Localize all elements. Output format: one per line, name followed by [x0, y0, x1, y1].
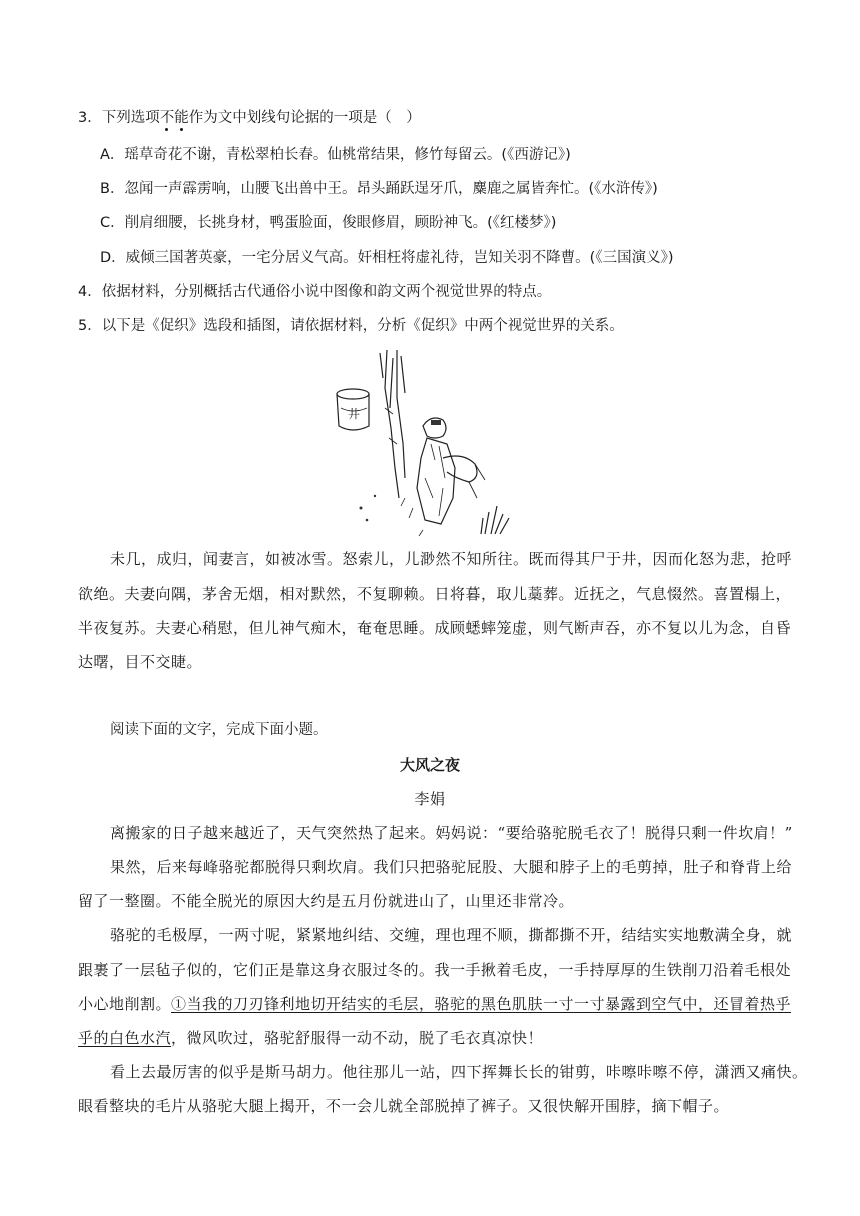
classical-passage-line: 欲绝。夫妻向隅，茅舍无烟，相对默然，不复聊赖。日将暮，取儿藁葬。近抚之，气息惙然。喜置榻上， [78, 585, 792, 603]
question-4: 4．依据材料，分别概括古代通俗小说中图像和韵文两个视觉世界的特点。 [78, 284, 552, 300]
article-paragraph-line [78, 1028, 543, 1048]
article-paragraph-line: 留了一整圈。不能全脱光的原因大约是五月份就进山了，山里还非常冷。 [78, 892, 575, 910]
option-b: B．忽闻一声霹雳响，山腰飞出兽中王。昂头踊跃逞牙爪，麋鹿之属皆奔忙。(《水浒传》) [100, 181, 658, 197]
classical-passage-line: 未几，成归，闻妻言，如被冰雪。怒索儿，儿渺然不知所往。既而得其尸于井，因而化怒为悲，抢呼 [110, 550, 793, 568]
question-number: 3． [78, 110, 102, 126]
plain-text: 小心地削割。 [78, 995, 172, 1013]
option-c: C．削肩细腰，长挑身材，鸭蛋脸面，俊眼修眉，顾盼神飞。(《红楼梦》) [100, 215, 557, 231]
article-paragraph: 离搬家的日子越来越近了，天气突然热了起来。妈妈说：“要给骆驼脱毛衣了！脱得只剩一件坎肩！” [110, 824, 793, 842]
question-text: 下列选项 [101, 110, 160, 126]
classical-passage-line: 半夜复苏。夫妻心稍慰，但儿神气痴木，奄奄思睡。成顾蟋蟀笼虚，则气断声吞，亦不复以儿为念，自昏 [78, 619, 792, 637]
reading-instruction: 阅读下面的文字，完成下面小题。 [110, 722, 328, 738]
article-paragraph-line: 眼看整块的毛片从骆驼大腿上揭开，不一会儿就全部脱掉了裤子。又很快解开围脖，摘下帽子。 [78, 1097, 730, 1115]
plain-text: ，微风吹过，骆驼舒服得一动不动，脱了毛衣真凉快！ [171, 1029, 544, 1047]
question-3 [78, 108, 421, 128]
option-a: A．瑶草奇花不谢，青松翠柏长春。仙桃常结果，修竹每留云。(《西游记》) [100, 147, 571, 163]
underlined-sentence: 乎的白色水汽 [78, 1029, 172, 1047]
article-paragraph-line [78, 994, 791, 1014]
question-text: 作为文中划线句论据的一项是（ ） [188, 110, 421, 126]
article-title: 大风之夜 [399, 756, 460, 774]
article-paragraph-line: 跟裹了一层毡子似的，它们正是靠这身衣服过冬的。我一手揪着毛皮，一手持厚厚的生铁削刀沿着毛根处 [78, 961, 792, 979]
underlined-sentence: ①当我的刀刃锋利地切开结实的毛层，骆驼的黑色肌肤一寸一寸暴露到空气中，还冒着热乎 [171, 995, 792, 1013]
article-paragraph: 看上去最厉害的似乎是斯马胡力。他往那儿一站，四下挥舞长长的钳剪，咔嚓咔嚓不停，潇洒又痛快。 [110, 1063, 808, 1081]
classical-passage-line: 达曙，目不交睫。 [78, 653, 203, 671]
emphasis-dot-char: 能 [174, 110, 189, 126]
article-paragraph: 果然，后来每峰骆驼都脱得只剩坎肩。我们只把骆驼屁股、大腿和脖子上的毛剪掉，肚子和脊背上给 [110, 858, 793, 876]
question-5: 5．以下是《促织》选段和插图，请依据材料，分析《促织》中两个视觉世界的关系。 [78, 318, 624, 334]
option-d: D．威倾三国著英豪，一宅分居义气高。奸相枉将虚礼待，岂知关羽不降曹。(《三国演义》) [100, 250, 674, 266]
article-paragraph: 骆驼的毛极厚，一两寸呢，紧紧地纠结、交缠，理也理不顺，撕都撕不开，结结实实地敷满全身，就 [110, 926, 793, 944]
cuzhi-illustration [335, 348, 520, 540]
emphasis-dot-char: 不 [159, 110, 175, 126]
article-author: 李娟 [414, 790, 446, 808]
well-label: 井 [348, 407, 361, 421]
